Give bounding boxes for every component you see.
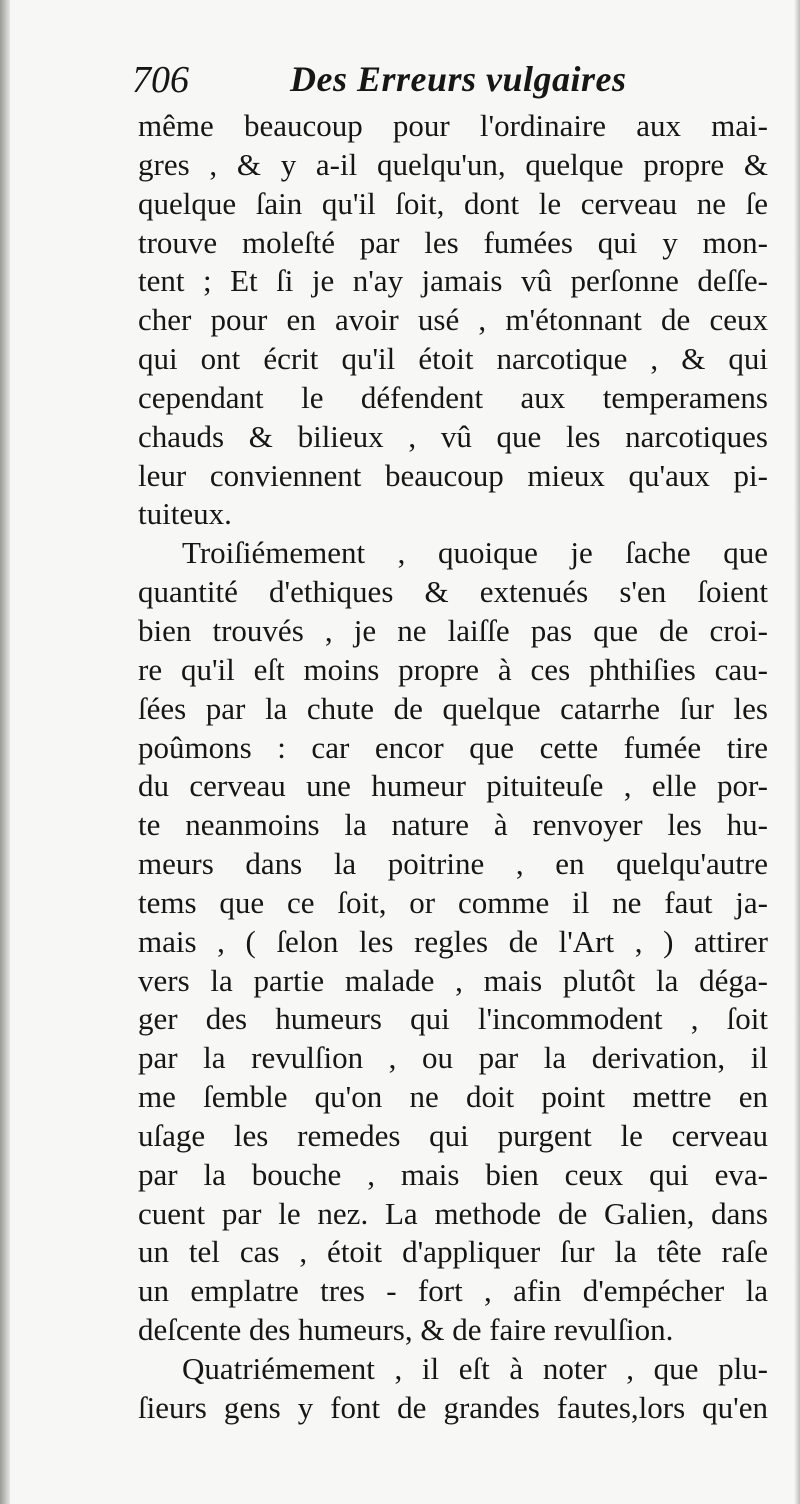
text-line: chauds & bilieux , vû que les narcotiques (138, 418, 768, 454)
text-line: cuent par le nez. La methode de Galien, dans (138, 1195, 768, 1231)
text-line: re qu'il eſt moins propre à ces phthiſies cau- (138, 651, 768, 687)
text-line: qui ont écrit qu'il étoit narcotique , & qui (138, 341, 768, 377)
running-head (132, 58, 772, 110)
text-line: cependant le défendent aux temperamens (138, 379, 768, 415)
text-line: cher pour en avoir usé , m'étonnant de ceux (138, 302, 768, 338)
text-line: du cerveau une humeur pituiteuſe , elle por- (138, 768, 768, 804)
paragraph-start-line: Quatriémement , il eſt à noter , que plu- (182, 1351, 768, 1386)
text-line: poûmons : car encor que cette fumée tire (138, 729, 768, 765)
text-line: quelque ſain qu'il ſoit, dont le cerveau ne ſe (138, 185, 768, 221)
text-line: tent ; Et ſi je n'ay jamais vû perſonne deſſe- (138, 263, 768, 299)
text-line: trouve moleſté par les fumées qui y mon- (138, 224, 768, 260)
running-title: Des Erreurs vulgaires (290, 59, 627, 99)
text-line: ger des humeurs qui l'incommodent , ſoit (138, 1001, 768, 1037)
text-line: même beaucoup pour l'ordinaire aux mai- (138, 108, 768, 143)
page-number: 706 (132, 59, 189, 101)
page-edge-right (794, 0, 800, 1504)
text-line: leur conviennent beaucoup mieux qu'aux pi- (138, 457, 768, 493)
text-line: par la bouche , mais bien ceux qui eva- (138, 1156, 768, 1192)
text-line: meurs dans la poitrine , en quelqu'autre (138, 846, 768, 882)
text-line: gres , & y a-il quelqu'un, quelque propre & (138, 146, 768, 182)
page-edge-shadow (0, 0, 10, 1504)
body-text (138, 107, 768, 1428)
text-line: ſées par la chute de quelque catarrhe ſur les (138, 690, 768, 726)
text-line: un tel cas , étoit d'appliquer ſur la tête raſe (138, 1234, 768, 1270)
text-line: me ſemble qu'on ne doit point mettre en (138, 1079, 768, 1115)
paragraph-end-line: tuiteux. (138, 496, 232, 532)
paragraph-end-line: deſcente des humeurs, & de faire revulſion. (138, 1312, 674, 1348)
text-line: un emplatre tres - fort , afin d'empécher la (138, 1273, 768, 1309)
text-line: mais , ( ſelon les regles de l'Art , ) attirer (138, 923, 768, 959)
text-line: par la revulſion , ou par la derivation, il (138, 1040, 768, 1076)
text-line: bien trouvés , je ne laiſſe pas que de croi- (138, 612, 768, 648)
text-line: quantité d'ethiques & extenués s'en ſoient (138, 574, 768, 610)
text-line: tems que ce ſoit, or comme il ne faut ja- (138, 884, 768, 920)
text-line: vers la partie malade , mais plutôt la déga- (138, 962, 768, 998)
text-line: uſage les remedes qui purgent le cerveau (138, 1117, 768, 1153)
paragraph-start-line: Troiſiémement , quoique je ſache que (182, 535, 768, 571)
text-line: ſieurs gens y font de grandes fautes,lors qu'en (138, 1389, 768, 1425)
text-line: te neanmoins la nature à renvoyer les hu- (138, 807, 768, 843)
